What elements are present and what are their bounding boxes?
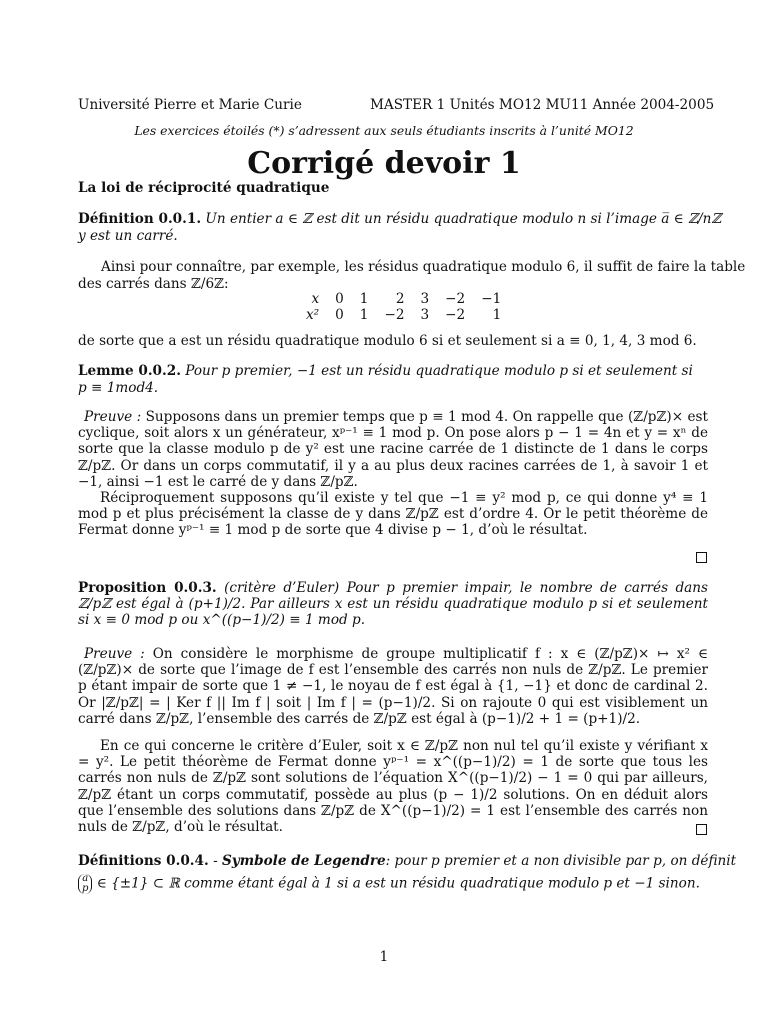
- definition-2-line-2: [78, 874, 700, 894]
- page-title: Corrigé devoir 1: [247, 146, 521, 181]
- table-cell: −2: [384, 307, 405, 323]
- proof-2-text: On considère le morphisme de groupe multiplicatif f : x ∈ (ℤ/pℤ)× ↦ x² ∈ (ℤ/pℤ)× de sorte que l’image de f est l’ensemble des carrés non nuls de ℤ/pℤ. Le premier p étant impair de sorte que 1 ≠ −1, le noyau de f est égal à {1, −1} et donc de cardinal 2. Or |ℤ/pℤ| = | Ker f || Im f | soit | Im f | = (p−1)/2. Si on rajoute 0 qui est visiblement un carré dans ℤ/pℤ, l’ensemble des carrés de ℤ/pℤ est égal à (p−1)/2 + 1 = (p+1)/2.: [78, 646, 709, 727]
- paragraph-1-line-1: Ainsi pour connaître, par exemple, les résidus quadratique modulo 6, il suffit de faire la table: [101, 259, 746, 275]
- definition-2-text-2: ∈ {±1} ⊂ ℝ comme étant égal à 1 si a est un résidu quadratique modulo p et −1 sinon.: [96, 875, 700, 892]
- definition-1-text: Un entier a ∈ ℤ est dit un résidu quadratique modulo n si l’image a̅ ∈ ℤ/nℤ: [205, 211, 722, 227]
- header-course: MASTER 1 Unités MO12 MU11 Année 2004-2005: [370, 97, 715, 113]
- table-row: [298, 291, 509, 307]
- definition-2-line-1: [78, 853, 736, 869]
- definition-1-line-1: [78, 211, 721, 227]
- legendre-symbol-name: Symbole de Legendre: [221, 853, 386, 869]
- squares-table: [298, 291, 509, 323]
- paragraph-1-conclusion: de sorte que a est un résidu quadratique modulo 6 si et seulement si a ≡ 0, 1, 4, 3 mod 6.: [78, 333, 697, 349]
- table-cell: −1: [481, 291, 502, 307]
- proposition-text: (critère d’Euler) Pour p premier impair, le nombre de carrés dans ℤ/pℤ est égal à (p+1)/2. Par ailleurs x est un résidu quadratique modulo p si et seulement si x ≡ 0 mod p ou x^((p−1)/2) ≡ 1 mod p.: [78, 580, 709, 629]
- proof-1-label: Preuve :: [84, 409, 142, 425]
- table-cell: −2: [445, 291, 466, 307]
- legendre-bottom: p: [82, 883, 89, 894]
- proof-1-paragraph-2: Réciproquement supposons qu’il existe y tel que −1 ≡ y² mod p, ce qui donne y⁴ ≡ 1 mod p et plus précisément la classe de y dans ℤ/pℤ est d’ordre 4. Or le petit théorème de Fermat donne yᵖ⁻¹ ≡ 1 mod p de sorte que 4 divise p − 1, d’où le résultat.: [78, 490, 708, 539]
- proof-2-label: Preuve :: [84, 646, 145, 662]
- end-of-proof-icon: [696, 824, 707, 835]
- table-cell: 1: [492, 307, 502, 323]
- definition-2-text: : pour p premier et a non divisible par p, on définit: [385, 853, 737, 869]
- proof-1-paragraph-1: [78, 409, 708, 490]
- page-number: 1: [379, 949, 389, 965]
- proposition: [78, 580, 708, 629]
- lemma-label: Lemme 0.0.2.: [78, 363, 181, 379]
- header-note: Les exercices étoilés (*) s’adressent aux seuls étudiants inscrits à l’unité MO12: [134, 123, 634, 138]
- definition-2-dash: -: [213, 853, 218, 869]
- table-cell: 3: [420, 307, 430, 323]
- proof-2-paragraph-1: [78, 646, 708, 727]
- proposition-label: Proposition 0.0.3.: [78, 580, 217, 596]
- lemma-line-2: p ≡ 1mod4.: [78, 380, 159, 396]
- lemma-line-1: [78, 363, 693, 379]
- table-cell: 1: [359, 307, 369, 323]
- lemma-text: Pour p premier, −1 est un résidu quadratique modulo p si et seulement si: [185, 363, 693, 379]
- table-cell: x²: [306, 307, 320, 323]
- legendre-top: a: [82, 873, 89, 884]
- proof-1-text: Supposons dans un premier temps que p ≡ 1 mod 4. On rappelle que (ℤ/pℤ)× est cyclique, soit alors x un générateur, xᵖ⁻¹ ≡ 1 mod p. On pose alors p − 1 = 4n et y = xⁿ de sorte que la classe modulo p de y² est une racine carrée de 1 distincte de 1 dans le corps ℤ/pℤ. Or dans un corps commutatif, il y a au plus deux racines carrées de 1, à savoir 1 et −1, ainsi −1 est le carré de y dans ℤ/pℤ.: [78, 409, 708, 490]
- table-row: [298, 307, 509, 323]
- table-cell: 0: [335, 291, 344, 307]
- section-heading: La loi de réciprocité quadratique: [78, 180, 330, 196]
- table-cell: 2: [395, 291, 405, 307]
- table-cell: 0: [335, 307, 344, 323]
- table-cell: x: [311, 291, 320, 307]
- paragraph-1-line-2: des carrés dans ℤ/6ℤ:: [78, 276, 229, 292]
- end-of-proof-icon: [696, 552, 707, 563]
- proof-2-paragraph-2: En ce qui concerne le critère d’Euler, soit x ∈ ℤ/pℤ non nul tel qu’il existe y vérifiant x = y². Le petit théorème de Fermat donne yᵖ⁻¹ = x^((p−1)/2) = 1 de sorte que tous les carrés non nuls de ℤ/pℤ sont solutions de l’équation X^((p−1)/2) − 1 = 0 qui par ailleurs, ℤ/pℤ étant un corps commutatif, possède au plus (p − 1)/2 solutions. On en déduit alors que l’ensemble des solutions dans ℤ/pℤ de X^((p−1)/2) = 1 est l’ensemble des carrés non nuls de ℤ/pℤ, d’où le résultat.: [78, 738, 708, 836]
- definition-2-label: Définitions 0.0.4.: [78, 853, 209, 869]
- table-cell: 3: [420, 291, 430, 307]
- table-cell: 1: [359, 291, 369, 307]
- header-university: Université Pierre et Marie Curie: [78, 97, 302, 113]
- table-cell: −2: [445, 307, 466, 323]
- definition-1-line-2: y est un carré.: [78, 228, 178, 244]
- definition-1-label: Définition 0.0.1.: [78, 211, 202, 227]
- legendre-symbol: [78, 874, 92, 894]
